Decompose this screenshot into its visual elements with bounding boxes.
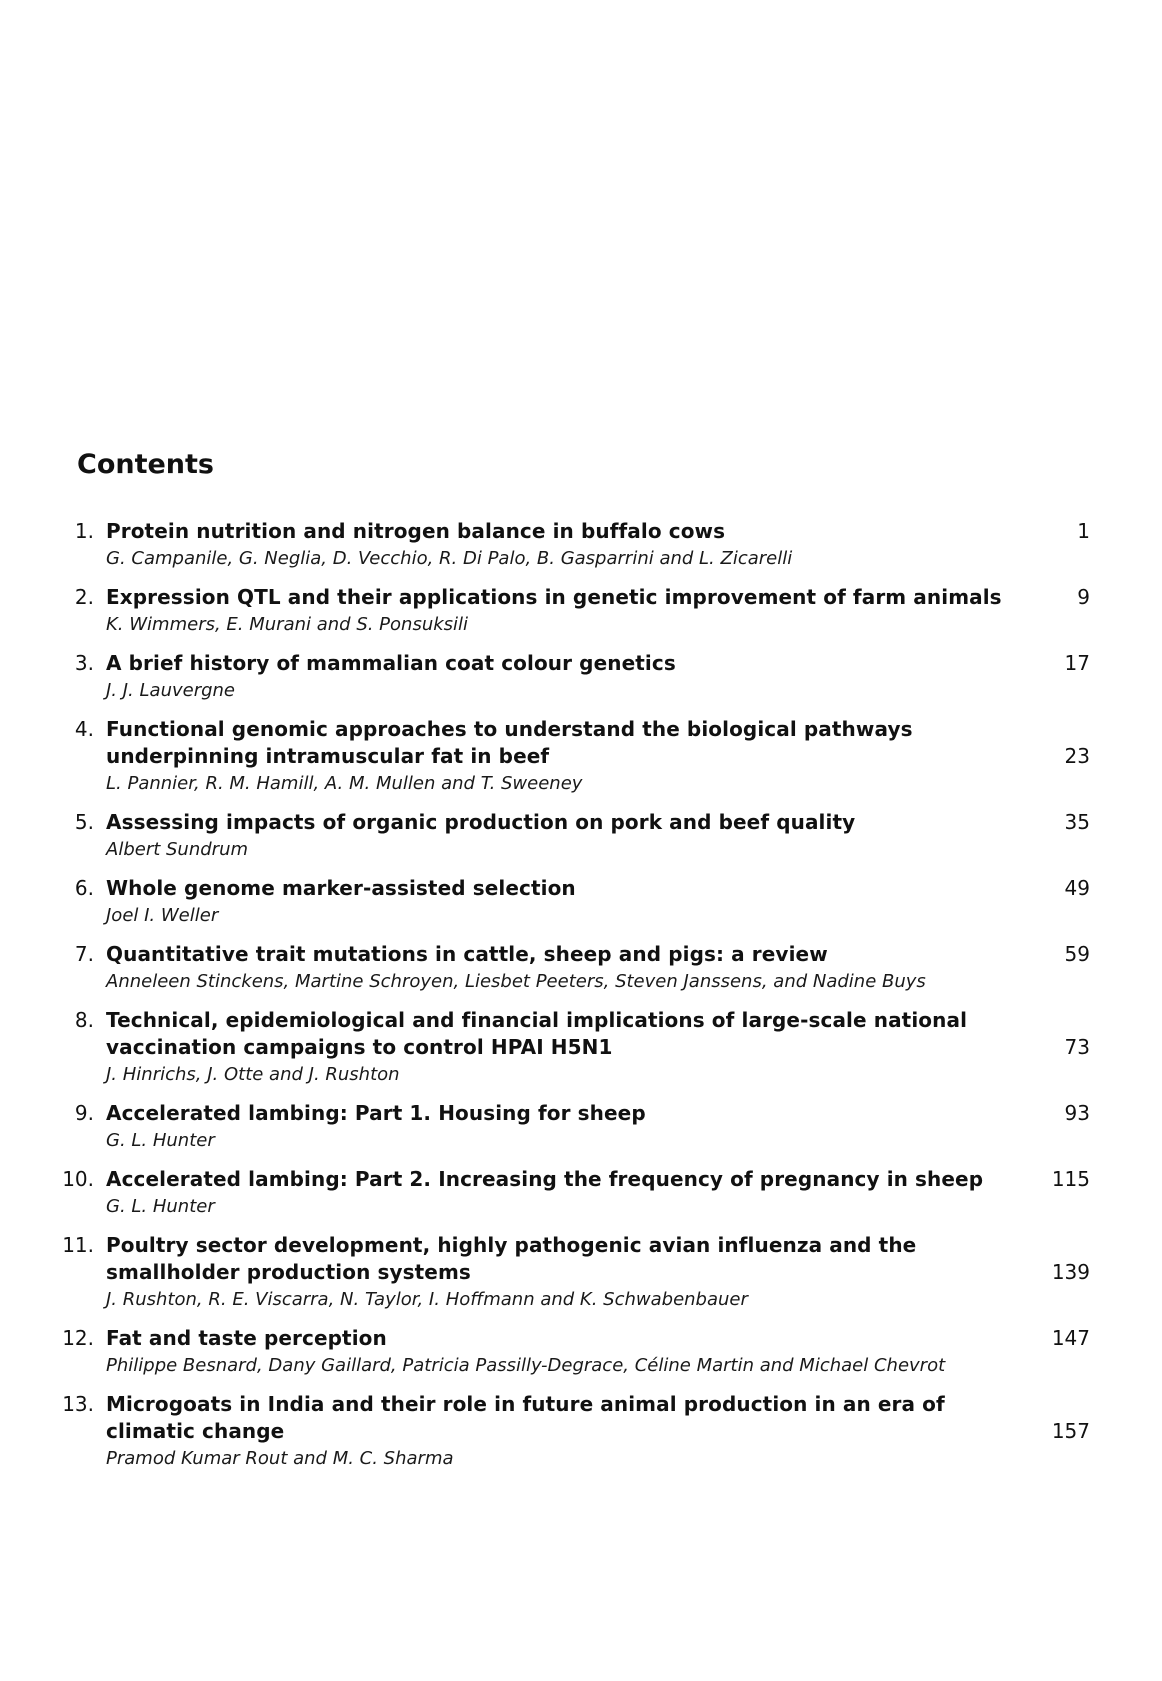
page-number: 17: [1064, 651, 1090, 675]
toc-entry: [60, 650, 1090, 704]
page-number: 9: [1077, 585, 1090, 609]
chapter-number: 10.: [62, 1167, 94, 1191]
page-number: 157: [1051, 1419, 1090, 1443]
chapter-number: 9.: [74, 1101, 94, 1125]
page-number: 93: [1064, 1101, 1090, 1125]
toc-entry: [60, 1391, 1090, 1472]
toc-entry: [60, 716, 1090, 797]
chapter-authors: G. L. Hunter: [106, 1130, 215, 1151]
page-number: 59: [1064, 942, 1090, 966]
toc-entry: [60, 809, 1090, 863]
page-number: 35: [1064, 810, 1090, 834]
chapter-number: 7.: [74, 942, 94, 966]
chapter-authors: G. Campanile, G. Neglia, D. Vecchio, R. Di Palo, B. Gasparrini and L. Zicarelli: [106, 548, 793, 569]
chapter-number: 11.: [62, 1233, 94, 1257]
page-number: 115: [1051, 1167, 1090, 1191]
chapter-title: Technical, epidemiological and financial implications of large-scale national vaccination campaigns to control HPAI H5N1: [106, 1008, 968, 1059]
chapter-number: 3.: [74, 651, 94, 675]
chapter-title: Accelerated lambing: Part 2. Increasing the frequency of pregnancy in sheep: [106, 1167, 984, 1191]
chapter-authors: G. L. Hunter: [106, 1196, 215, 1217]
table-of-contents: [60, 518, 1090, 1484]
toc-entry: [60, 941, 1090, 995]
chapter-authors: L. Pannier, R. M. Hamill, A. M. Mullen and T. Sweeney: [106, 773, 583, 794]
chapter-title: Quantitative trait mutations in cattle, sheep and pigs: a review: [106, 942, 828, 966]
chapter-title: A brief history of mammalian coat colour genetics: [106, 651, 676, 675]
chapter-title: Accelerated lambing: Part 1. Housing for sheep: [106, 1101, 646, 1125]
page-number: 49: [1064, 876, 1090, 900]
chapter-number: 1.: [74, 519, 94, 543]
toc-entry: [60, 1166, 1090, 1220]
page-number: 1: [1077, 519, 1090, 543]
toc-entry: [60, 875, 1090, 929]
page-number: 23: [1064, 744, 1090, 768]
chapter-title: Expression QTL and their applications in genetic improvement of farm animals: [106, 585, 1002, 609]
page-number: 73: [1064, 1035, 1090, 1059]
chapter-authors: Albert Sundrum: [106, 839, 249, 860]
toc-entry: [60, 584, 1090, 638]
chapter-number: 4.: [74, 717, 94, 741]
chapter-number: 8.: [74, 1008, 94, 1032]
chapter-title: Assessing impacts of organic production on pork and beef quality: [106, 810, 856, 834]
page-title: Contents: [77, 449, 215, 480]
page-number: 139: [1051, 1260, 1090, 1284]
toc-entry: [60, 1007, 1090, 1088]
chapter-title: Whole genome marker-assisted selection: [106, 876, 576, 900]
chapter-authors: J. Hinrichs, J. Otte and J. Rushton: [106, 1064, 400, 1085]
chapter-authors: K. Wimmers, E. Murani and S. Ponsuksili: [106, 614, 469, 635]
toc-entry: [60, 1232, 1090, 1313]
chapter-number: 13.: [62, 1392, 94, 1416]
chapter-authors: Philippe Besnard, Dany Gaillard, Patricia Passilly-Degrace, Céline Martin and Michael Chevrot: [106, 1355, 946, 1376]
page-number: 147: [1051, 1326, 1090, 1350]
toc-entry: [60, 1325, 1090, 1379]
chapter-title: Fat and taste perception: [106, 1326, 387, 1350]
chapter-title: Protein nutrition and nitrogen balance in buffalo cows: [106, 519, 726, 543]
chapter-number: 6.: [74, 876, 94, 900]
chapter-number: 2.: [74, 585, 94, 609]
chapter-authors: Pramod Kumar Rout and M. C. Sharma: [106, 1448, 454, 1469]
chapter-number: 5.: [74, 810, 94, 834]
chapter-number: 12.: [62, 1326, 94, 1350]
chapter-title: Poultry sector development, highly pathogenic avian influenza and the smallholder production systems: [106, 1233, 917, 1284]
chapter-authors: Anneleen Stinckens, Martine Schroyen, Liesbet Peeters, Steven Janssens, and Nadine Buys: [106, 971, 926, 992]
chapter-authors: Joel I. Weller: [106, 905, 219, 926]
chapter-title: Functional genomic approaches to understand the biological pathways underpinning intramuscular fat in beef: [106, 717, 913, 768]
toc-entry: [60, 1100, 1090, 1154]
chapter-title: Microgoats in India and their role in future animal production in an era of climatic change: [106, 1392, 945, 1443]
chapter-authors: J. Rushton, R. E. Viscarra, N. Taylor, I. Hoffmann and K. Schwabenbauer: [106, 1289, 748, 1310]
toc-entry: [60, 518, 1090, 572]
chapter-authors: J. J. Lauvergne: [106, 680, 236, 701]
